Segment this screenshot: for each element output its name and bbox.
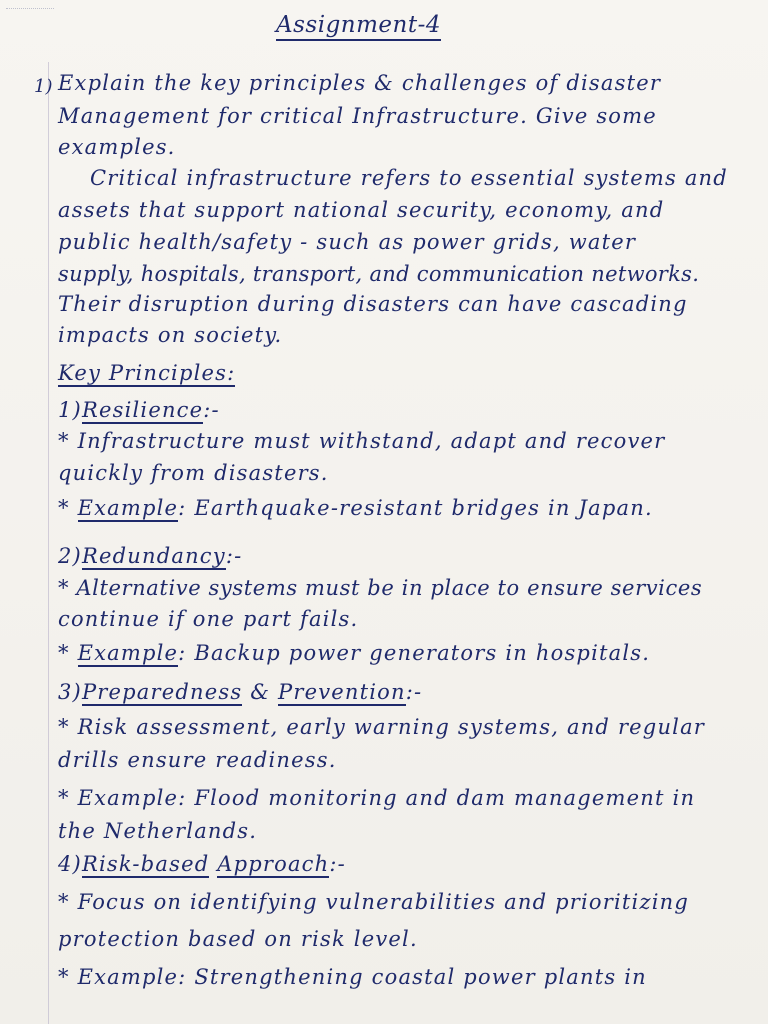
intro-line: impacts on society. xyxy=(58,323,283,347)
principle-4-point: * Focus on identifying vulnerabilities and prioritizing xyxy=(58,890,689,914)
principle-1-example: * Example: Earthquake-resistant bridges in Japan. xyxy=(58,496,653,520)
principle-1-heading: 1)Resilience:- xyxy=(58,398,220,422)
principle-1-point: quickly from disasters. xyxy=(58,461,329,485)
question-line: examples. xyxy=(58,135,176,159)
intro-line: Their disruption during disasters can have cascading xyxy=(58,292,688,316)
intro-line: Critical infrastructure refers to essential systems and xyxy=(90,166,728,190)
page-corner-mark xyxy=(6,0,54,9)
principle-4-heading: 4)Risk-based Approach:- xyxy=(58,852,346,876)
principle-3-example: the Netherlands. xyxy=(58,819,258,843)
margin-line xyxy=(48,62,49,1024)
page-title: Assignment-4 xyxy=(276,12,441,38)
intro-line: supply, hospitals, transport, and communication networks. xyxy=(58,262,700,286)
principle-2-heading: 2)Redundancy:- xyxy=(58,544,243,568)
intro-line: public health/safety - such as power grids, water xyxy=(58,230,637,254)
key-principles-heading: Key Principles: xyxy=(58,361,236,385)
principle-3-heading: 3)Preparedness & Prevention:- xyxy=(58,680,423,704)
principle-2-point: continue if one part fails. xyxy=(58,607,359,631)
question-number: 1) xyxy=(34,76,53,97)
principle-2-point: * Alternative systems must be in place to ensure services xyxy=(58,576,703,600)
principle-3-point: * Risk assessment, early warning systems, and regular xyxy=(58,715,706,739)
principle-4-point: protection based on risk level. xyxy=(58,927,418,951)
question-line: Explain the key principles & challenges of disaster xyxy=(58,71,662,95)
principle-2-example: * Example: Backup power generators in hospitals. xyxy=(58,641,651,665)
principle-1-point: * Infrastructure must withstand, adapt and recover xyxy=(58,429,666,453)
intro-line: assets that support national security, economy, and xyxy=(58,198,665,222)
principle-3-point: drills ensure readiness. xyxy=(58,748,337,772)
question-line: Management for critical Infrastructure. Give some xyxy=(58,104,657,128)
principle-3-example: * Example: Flood monitoring and dam management in xyxy=(58,786,696,810)
principle-4-example: * Example: Strengthening coastal power plants in xyxy=(58,965,647,989)
